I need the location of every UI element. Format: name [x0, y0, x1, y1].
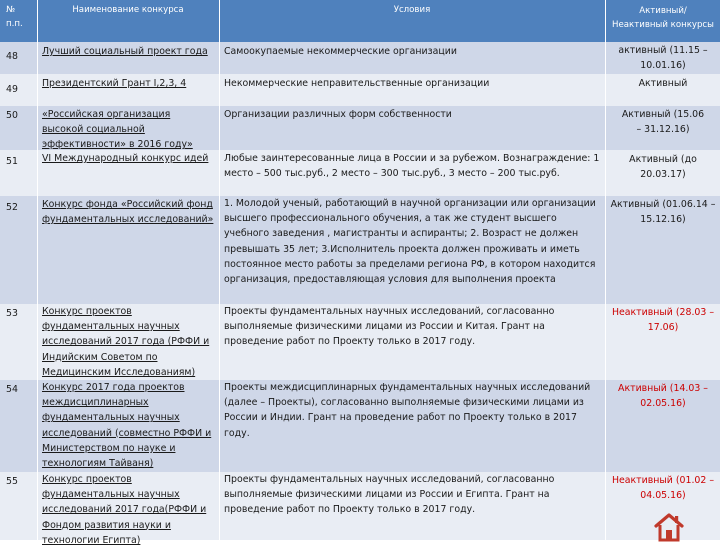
table-row — [0, 74, 720, 106]
row-status: Активный (15.06 – 31.12.16) — [621, 109, 705, 136]
table-row — [0, 380, 720, 472]
header-name: Наименование конкурса — [72, 5, 184, 15]
table-row — [0, 150, 720, 196]
row-num: 55 — [6, 476, 18, 487]
row-status: Неактивный (01.02 – 04.05.16) — [611, 475, 715, 502]
row-conditions: 1. Молодой ученый, работающий в научной организации или организации высшего профессионального обучения, а так же студент высшего учебного заведения , магистранты и аспиранты; 2. Возраст не должен превышать 35 лет; 3.Исполнитель проекта должен проживать и иметь постоянное место работы за пределами региона РФ, в котором находится организация, предоставляющая условия для выполнения проекта — [224, 198, 596, 286]
row-conditions: Некоммерческие неправительственные организации — [224, 78, 490, 89]
row-conditions: Проекты фундаментальных научных исследований, согласованно выполняемые физическими лицами из России и Египта. Грант на проведение работ по Проекту только в 2017 году. — [224, 474, 555, 516]
row-status: Неактивный (28.03 – 17.06) — [611, 307, 715, 334]
row-status: Активный — [638, 78, 688, 89]
table-row — [0, 42, 720, 74]
row-conditions: Проекты фундаментальных научных исследований, согласованно выполняемые физическими лицами из России и Китая. Грант на проведение работ по Проекту только в 2017 году. — [224, 306, 555, 348]
row-status: Активный (01.06.14 – 15.12.16) — [610, 199, 716, 226]
row-num: 54 — [6, 384, 18, 395]
table-row — [0, 304, 720, 380]
table-row — [0, 106, 720, 150]
row-conditions: Любые заинтересованные лица в России и за рубежом. Вознаграждение: 1 место – 500 тыс.руб., 2 место – 300 тыс.руб., 3 место – 200 тыс.руб. — [224, 153, 600, 180]
contest-link[interactable]: Конкурс проектов фундаментальных научных исследований 2017 года(РФФИ и Фондом развития науки и технологии Египта) — [42, 474, 207, 546]
column-divider — [219, 0, 220, 540]
row-conditions: Самоокупаемые некоммерческие организации — [224, 46, 457, 57]
header-conditions: Условия — [393, 5, 431, 15]
contest-link[interactable]: Конкурс проектов фундаментальных научных исследований 2017 года (РФФИ и Индийским Советом по Медицинским Исследованиям) — [42, 306, 210, 378]
row-num: 53 — [6, 308, 18, 319]
row-num: 50 — [6, 110, 18, 121]
header-num: № п.п. — [6, 5, 23, 29]
header-status: Активный/ Неактивный конкурсы — [612, 6, 714, 30]
row-num: 52 — [6, 202, 18, 213]
table-row — [0, 196, 720, 304]
row-num: 51 — [6, 156, 18, 167]
column-divider — [37, 0, 38, 540]
row-conditions: Организации различных форм собственности — [224, 109, 452, 120]
contest-link[interactable]: Лучший социальный проект года — [42, 46, 208, 57]
table-header — [0, 0, 720, 42]
row-status: Активный (14.03 – 02.05.16) — [618, 383, 708, 410]
column-divider — [605, 0, 606, 540]
contest-link[interactable]: VI Международный конкурс идей — [42, 153, 209, 164]
row-status: активный (11.15 – 10.01.16) — [618, 45, 708, 72]
row-conditions: Проекты междисциплинарных фундаментальных научных исследований (далее – Проекты), согласованно выполняемые физическими лицами из России и Индии. Грант на проведение работ по Проекту только в 2017 году. — [224, 382, 591, 439]
contest-link[interactable]: Президентский Грант I,2,3, 4 — [42, 78, 187, 89]
contest-link[interactable]: Конкурс фонда «Российский фонд фундаментальных исследований» — [42, 199, 214, 226]
home-icon[interactable] — [652, 512, 686, 540]
table-row — [0, 472, 720, 546]
row-num: 48 — [6, 51, 18, 62]
contest-link[interactable]: Конкурс 2017 года проектов междисциплинарных фундаментальных научных исследований (совместно РФФИ и Министерством по науке и технологиям Тайваня) — [42, 382, 212, 470]
row-status: Активный (до 20.03.17) — [629, 154, 697, 181]
contest-link[interactable]: «Российская организация высокой социальной эффективности» в 2016 году» — [42, 109, 193, 151]
row-num: 49 — [6, 84, 18, 95]
